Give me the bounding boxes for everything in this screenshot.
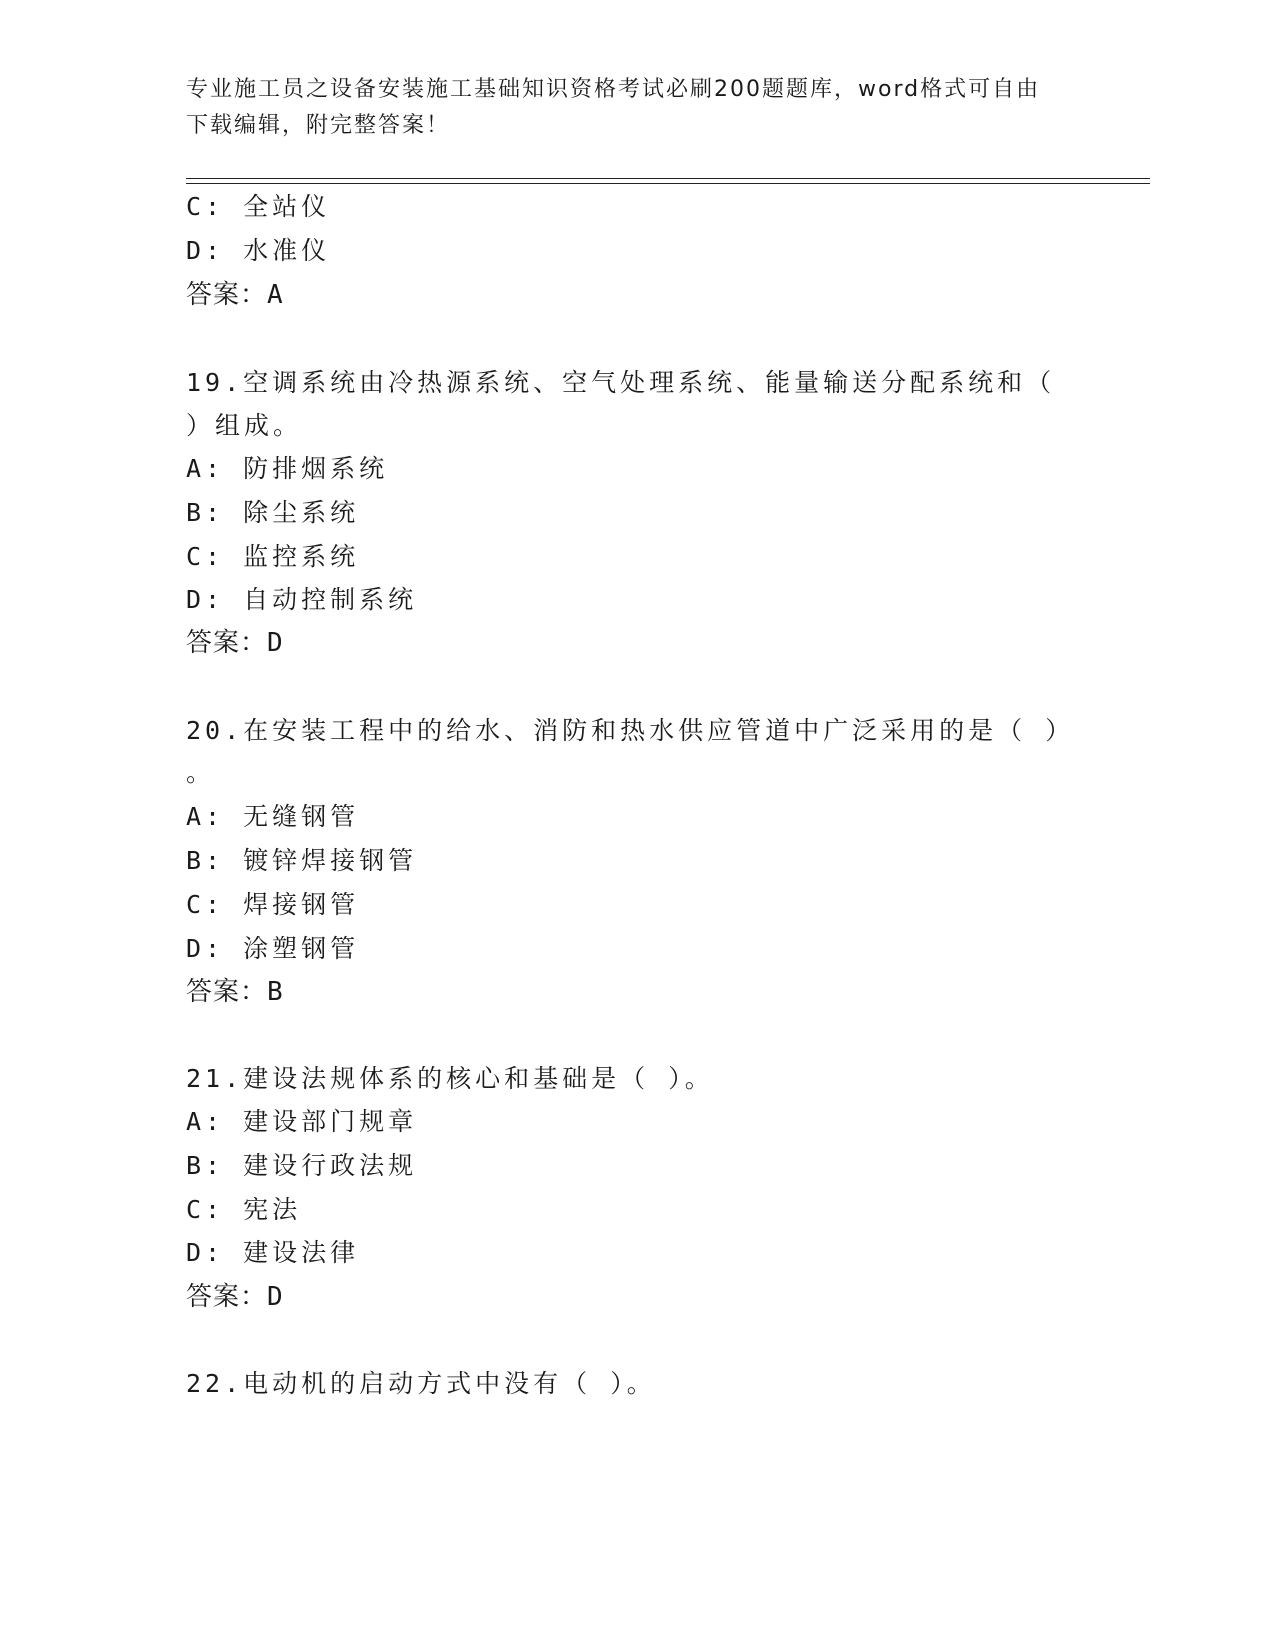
answer-value: B [267,977,284,1007]
q19-answer [186,628,284,658]
header-line-2: 下载编辑，附完整答案！ [186,113,451,138]
q19-option-c: C: 监控系统 [186,542,360,571]
q20-stem-line-2: 。 [186,758,216,787]
q21-option-a: A: 建设部门规章 [186,1107,418,1136]
q19-option-d: D: 自动控制系统 [186,585,418,614]
q18-option-d: D: 水准仪 [186,236,331,265]
q20-stem-line-1: 20.在安装工程中的给水、消防和热水供应管道中广泛采用的是（ ） [186,716,1075,745]
q20-answer [186,977,284,1007]
q18-option-c: C: 全站仪 [186,192,331,221]
answer-label: 答案： [186,977,268,1007]
document-header [186,72,1086,144]
q19-stem-line-2: ）组成。 [186,411,303,440]
q22-stem-line-1: 22.电动机的启动方式中没有（ ）。 [186,1369,656,1398]
header-line-1: 专业施工员之设备安装施工基础知识资格考试必刷200题题库，word格式可自由 [186,77,1041,102]
q21-option-c: C: 宪法 [186,1195,302,1224]
q21-answer [186,1282,284,1312]
q20-option-d: D: 涂塑钢管 [186,934,360,963]
answer-value: D [267,1282,284,1312]
q19-option-b: B: 除尘系统 [186,498,360,527]
answer-value: D [267,628,284,658]
q21-option-b: B: 建设行政法规 [186,1151,418,1180]
q18-answer [186,280,284,310]
q19-option-a: A: 防排烟系统 [186,454,389,483]
header-divider-top [186,178,1150,179]
q20-option-b: B: 镀锌焊接钢管 [186,846,418,875]
answer-value: A [267,280,284,310]
header-divider-bottom [186,183,1150,184]
q20-option-a: A: 无缝钢管 [186,802,360,831]
q20-option-c: C: 焊接钢管 [186,890,360,919]
answer-label: 答案： [186,628,268,658]
q21-option-d: D: 建设法律 [186,1238,360,1267]
q21-stem-line-1: 21.建设法规体系的核心和基础是（ ）。 [186,1064,714,1093]
q19-stem-line-1: 19.空调系统由冷热源系统、空气处理系统、能量输送分配系统和（ [186,368,1056,397]
answer-label: 答案： [186,1282,268,1312]
answer-label: 答案： [186,280,268,310]
